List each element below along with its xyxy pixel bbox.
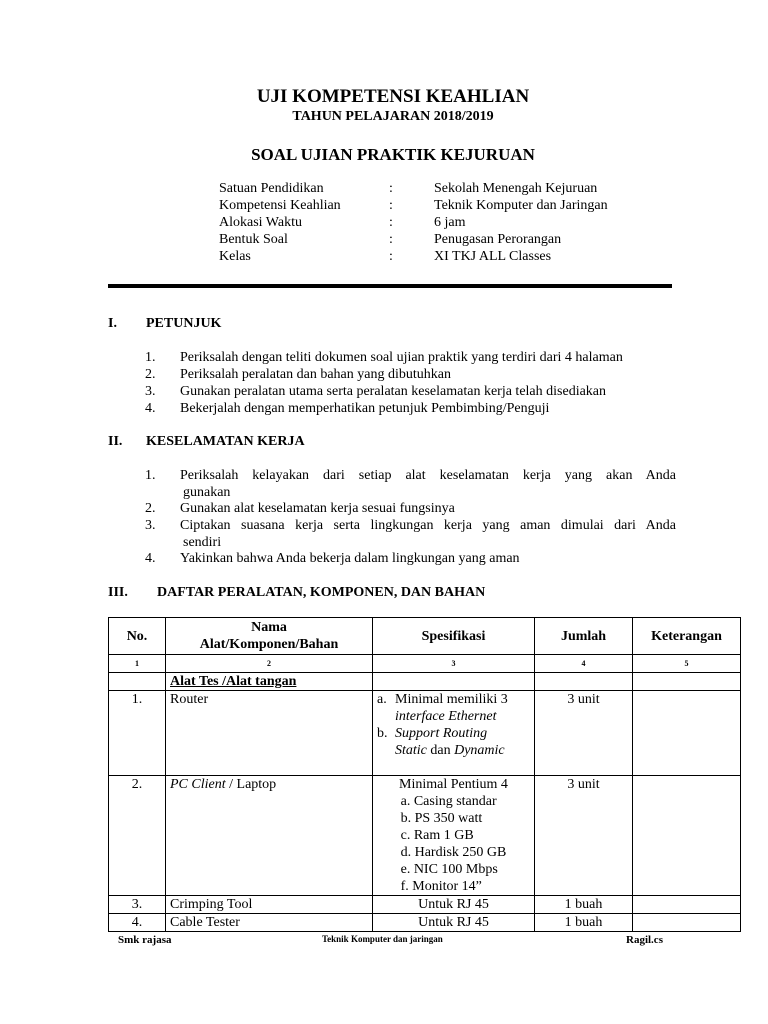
info-value: 6 jam — [434, 215, 466, 230]
header-keterangan: Keterangan — [633, 618, 741, 655]
table-row — [109, 914, 741, 932]
table-row — [109, 896, 741, 914]
header-nama-line2: Alat/Komponen/Bahan — [199, 637, 339, 652]
row-qty: 1 buah — [535, 896, 633, 914]
info-label: Satuan Pendidikan — [219, 181, 324, 196]
section-number: II. — [108, 434, 123, 449]
document-title: UJI KOMPETENSI KEAHLIAN — [256, 86, 530, 107]
header-nama — [166, 618, 373, 655]
table-row — [109, 691, 741, 776]
section-title-petunjuk: PETUNJUK — [146, 316, 222, 331]
info-value: Sekolah Menengah Kejuruan — [434, 181, 598, 196]
info-separator: : — [389, 232, 393, 247]
info-label: Bentuk Soal — [219, 232, 288, 247]
row-number: 1. — [109, 691, 166, 776]
info-label: Kelas — [219, 249, 251, 264]
list-item: Bekerjalah dengan memperhatikan petunjuk Pembimbing/Penguji — [180, 401, 550, 416]
group-label: Alat Tes /Alat tangan — [170, 674, 297, 689]
list-item: Yakinkan bahwa Anda bekerja dalam lingkungan yang aman — [180, 551, 520, 566]
section-title-keselamatan: KESELAMATAN KERJA — [146, 434, 305, 449]
spec-item: b. PS 350 watt — [400, 811, 483, 826]
row-note — [633, 691, 741, 776]
row-name: Router — [166, 691, 373, 776]
column-index: 4 — [535, 655, 633, 673]
list-item: Gunakan peralatan utama serta peralatan keselamatan kerja telah disediakan — [180, 384, 607, 399]
spec-item: b. Support Routing Static dan Dynamic — [377, 726, 505, 758]
header-jumlah: Jumlah — [535, 618, 633, 655]
info-separator: : — [389, 215, 393, 230]
header-spesifikasi: Spesifikasi — [373, 618, 535, 655]
list-item-number: 2. — [145, 367, 156, 382]
spec-item: a. Minimal memiliki 3 interface Ethernet — [377, 692, 508, 724]
info-separator: : — [389, 249, 393, 264]
row-name: PC Client / Laptop — [166, 776, 373, 896]
row-qty: 1 buah — [535, 914, 633, 932]
list-item: Periksalah peralatan dan bahan yang dibutuhkan — [180, 367, 451, 382]
spec-item: d. Hardisk 250 GB — [400, 845, 507, 860]
row-qty: 3 unit — [535, 776, 633, 896]
equipment-table — [108, 617, 741, 932]
row-spec: Untuk RJ 45 — [373, 914, 535, 932]
list-item-number: 2. — [145, 501, 156, 516]
list-item-continuation: gunakan — [183, 485, 231, 500]
list-item-number: 4. — [145, 551, 156, 566]
list-item-number: 3. — [145, 518, 156, 533]
section-title-daftar: DAFTAR PERALATAN, KOMPONEN, DAN BAHAN — [157, 585, 486, 600]
spec-head: Minimal Pentium 4 — [399, 777, 508, 792]
table-row — [109, 776, 741, 896]
info-separator: : — [389, 198, 393, 213]
footer-department: Teknik Komputer dan jaringan — [322, 934, 443, 944]
list-item-number: 3. — [145, 384, 156, 399]
spec-item: a. Casing standar — [400, 794, 497, 809]
row-qty: 3 unit — [535, 691, 633, 776]
row-number: 4. — [109, 914, 166, 932]
spec-item: c. Ram 1 GB — [400, 828, 474, 843]
list-item: Gunakan alat keselamatan kerja sesuai fungsinya — [180, 501, 455, 516]
column-index: 5 — [633, 655, 741, 673]
row-spec: Untuk RJ 45 — [373, 896, 535, 914]
section-number: I. — [108, 316, 117, 331]
info-value: Penugasan Perorangan — [434, 232, 562, 247]
table-header-row — [109, 618, 741, 655]
academic-year: TAHUN PELAJARAN 2018/2019 — [292, 109, 494, 124]
row-number: 2. — [109, 776, 166, 896]
row-note — [633, 914, 741, 932]
table-index-row — [109, 655, 741, 673]
column-index: 3 — [373, 655, 535, 673]
column-index: 1 — [109, 655, 166, 673]
column-index: 2 — [166, 655, 373, 673]
footer-school: Smk rajasa — [118, 934, 172, 946]
footer-author: Ragil.cs — [626, 934, 663, 946]
list-item: Ciptakan suasana kerja serta lingkungan kerja yang aman dimulai dari Anda — [180, 518, 676, 533]
row-number: 3. — [109, 896, 166, 914]
row-spec — [373, 776, 535, 896]
header-no: No. — [109, 618, 166, 655]
list-item-number: 4. — [145, 401, 156, 416]
spec-item: e. NIC 100 Mbps — [400, 862, 498, 877]
row-name: Crimping Tool — [166, 896, 373, 914]
info-separator: : — [389, 181, 393, 196]
list-item-number: 1. — [145, 350, 156, 365]
row-name: Cable Tester — [166, 914, 373, 932]
spec-sublist — [401, 793, 507, 895]
list-item-number: 1. — [145, 468, 156, 483]
list-item: Periksalah kelayakan dari setiap alat keselamatan kerja yang akan Anda — [180, 468, 676, 483]
spec-list — [377, 691, 530, 759]
section-number: III. — [108, 585, 128, 600]
row-spec — [373, 691, 535, 776]
divider-rule — [108, 284, 672, 288]
list-item: Periksalah dengan teliti dokumen soal ujian praktik yang terdiri dari 4 halaman — [180, 350, 623, 365]
exam-subtitle: SOAL UJIAN PRAKTIK KEJURUAN — [251, 145, 535, 164]
info-value: XI TKJ ALL Classes — [434, 249, 552, 264]
header-nama-line1: Nama — [251, 620, 287, 635]
info-value: Teknik Komputer dan Jaringan — [434, 198, 608, 213]
info-label: Alokasi Waktu — [219, 215, 302, 230]
row-note — [633, 896, 741, 914]
table-group-row — [109, 673, 741, 691]
row-note — [633, 776, 741, 896]
spec-item: f. Monitor 14” — [400, 879, 482, 894]
info-label: Kompetensi Keahlian — [219, 198, 341, 213]
list-item-continuation: sendiri — [183, 535, 222, 550]
spec-marker: b. — [377, 726, 388, 741]
spec-marker: a. — [377, 692, 387, 707]
